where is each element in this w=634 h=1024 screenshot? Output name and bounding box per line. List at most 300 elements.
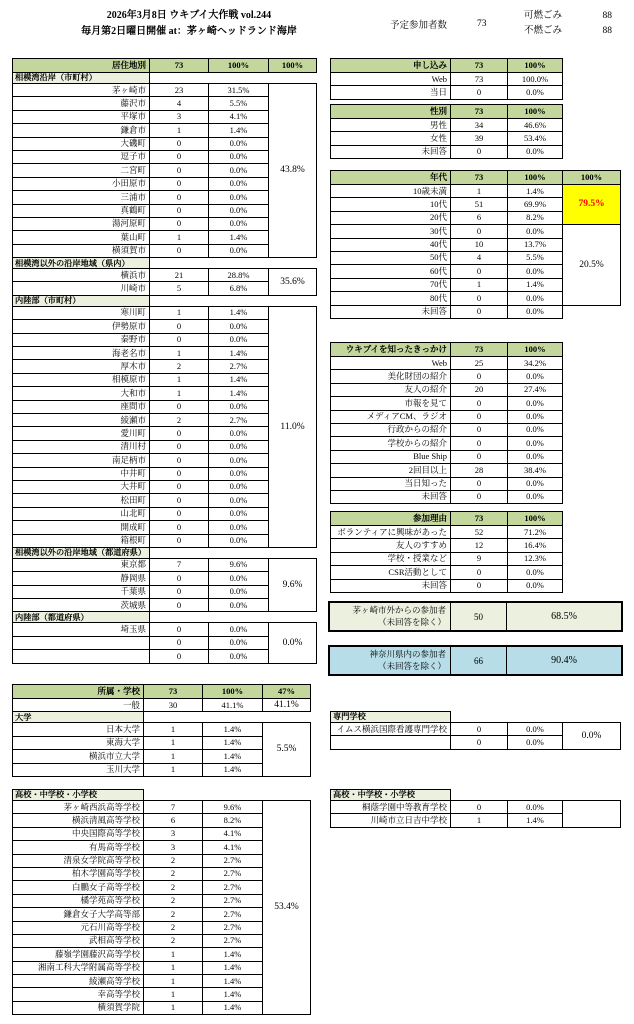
count-cell: 0: [451, 265, 508, 278]
kanagawa-label: [330, 647, 451, 674]
table-row: [13, 712, 311, 723]
percent-cell: 0.0%: [209, 191, 269, 204]
section-header: 相模湾以外の沿岸地域（県内）: [13, 258, 150, 269]
row-label: 10歳未満: [331, 185, 451, 198]
count-cell: 0: [150, 480, 209, 493]
percent-cell: 100%: [508, 343, 563, 357]
count-cell: 73: [451, 105, 508, 119]
percent-cell: 12.3%: [508, 552, 563, 565]
row-label: 秦野市: [13, 333, 150, 346]
row-label: 日本大学: [13, 723, 144, 736]
row-label: 未回答: [331, 305, 451, 318]
count-cell: 0: [150, 636, 209, 649]
percent-cell: 2.7%: [203, 921, 263, 934]
percent-cell: 0.0%: [209, 480, 269, 493]
percent-cell: 0.0%: [209, 623, 269, 636]
table-row: [331, 712, 621, 723]
header-label: ウキブイを知ったきっかけ: [331, 343, 451, 357]
count-cell: 4: [150, 97, 209, 110]
row-label: メディアCM、ラジオ: [331, 410, 451, 423]
percent-cell: 0.0%: [209, 636, 269, 649]
table-row: [13, 685, 311, 699]
row-label: 横浜市: [13, 269, 150, 282]
count-cell: 1: [451, 278, 508, 291]
count-cell: 0: [150, 507, 209, 520]
count-cell: 7: [150, 558, 209, 571]
table-row: [331, 723, 621, 736]
row-label: 逗子市: [13, 150, 150, 163]
row-label: 葉山町: [13, 231, 150, 244]
percent-cell: 1.4%: [203, 988, 263, 1001]
percent-cell: 41.1%: [203, 699, 263, 712]
percent-cell: 71.2%: [508, 526, 563, 539]
row-label: 綾瀬高等学校: [13, 975, 144, 988]
percent-cell: 0.0%: [209, 440, 269, 453]
percent-cell: 0.0%: [209, 137, 269, 150]
row-label: 10代: [331, 198, 451, 211]
percent-cell: 0.0%: [508, 292, 563, 305]
section-header: 内陸部（市町村）: [13, 295, 150, 306]
percent-cell: 0.0%: [209, 320, 269, 333]
row-label: 80代: [331, 292, 451, 305]
merged-percent-cell: 79.5%: [563, 185, 621, 225]
gender-table: [330, 104, 563, 159]
table-row: [331, 370, 563, 383]
row-label: 藤沢市: [13, 97, 150, 110]
percent-cell: 31.5%: [209, 84, 269, 97]
percent-cell: 0.0%: [508, 477, 563, 490]
kanagawa-percent: 90.4%: [551, 655, 577, 666]
count-cell: 0: [150, 164, 209, 177]
count-cell: 0: [451, 450, 508, 463]
count-cell: 73: [150, 59, 209, 73]
merged-percent-cell: 0.0%: [563, 723, 621, 750]
planned-participants: [390, 17, 487, 31]
percent-cell: 0.0%: [508, 423, 563, 436]
header-label: 性別: [331, 105, 451, 119]
percent-cell: 0.0%: [508, 723, 563, 736]
percent-cell: 1.4%: [209, 347, 269, 360]
count-cell: 73: [451, 171, 508, 185]
count-cell: 20: [451, 383, 508, 396]
percent-cell: 100%: [209, 59, 269, 73]
row-label: 綾瀬市: [13, 413, 150, 426]
row-label: 友人の紹介: [331, 383, 451, 396]
count-cell: 0: [451, 736, 508, 749]
percent-cell: 100%: [508, 171, 563, 185]
row-label: 静岡県: [13, 572, 150, 585]
count-cell: 1: [451, 185, 508, 198]
table-row: [331, 539, 563, 552]
percent-cell: 0.0%: [508, 736, 563, 749]
table-row: [331, 132, 563, 145]
count-cell: 2: [144, 908, 203, 921]
row-label: 柏木学園高等学校: [13, 867, 144, 880]
count-cell: 1: [150, 373, 209, 386]
count-cell: 0: [150, 191, 209, 204]
count-cell: 0: [451, 292, 508, 305]
percent-cell: 1.4%: [209, 124, 269, 137]
row-label: 60代: [331, 265, 451, 278]
percent-cell: 0.0%: [508, 86, 563, 99]
row-label: 川崎市立日吉中学校: [331, 814, 451, 827]
percent-cell: 0.0%: [508, 801, 563, 814]
burnable-trash-value: 88: [602, 11, 612, 21]
table-row: [331, 526, 563, 539]
percent-cell: 0.0%: [209, 650, 269, 663]
table-row: [331, 477, 563, 490]
percent-cell: 0.0%: [209, 572, 269, 585]
table-row: [331, 171, 621, 185]
count-cell: 0: [150, 467, 209, 480]
row-label: 50代: [331, 251, 451, 264]
schools-right-table: [330, 789, 621, 828]
percent-cell: 53.4%: [508, 132, 563, 145]
percent-cell: 0.0%: [508, 145, 563, 158]
count-cell: 10: [451, 238, 508, 251]
row-label: 清川村: [13, 440, 150, 453]
merged-percent-cell: 20.5%: [563, 225, 621, 305]
table-row: [331, 464, 563, 477]
count-cell: 1: [144, 988, 203, 1001]
row-label: 茨城県: [13, 599, 150, 612]
table-row: [331, 410, 563, 423]
percent-cell: 1.4%: [209, 306, 269, 319]
row-label: 2回目以上: [331, 464, 451, 477]
report-title-line2: 毎月第2日曜日開催 at：茅ヶ崎ヘッドランド海岸: [81, 26, 297, 37]
percent-cell: 5.5%: [508, 251, 563, 264]
percent-cell: 6.8%: [209, 282, 269, 295]
row-label: 湯河原町: [13, 217, 150, 230]
table-row: [13, 723, 311, 736]
percent-cell: 1.4%: [203, 736, 263, 749]
percent-cell: 2.7%: [209, 360, 269, 373]
merged-percent-cell: [563, 801, 621, 828]
count-cell: 0: [451, 490, 508, 503]
percent-cell: 0.0%: [209, 427, 269, 440]
count-cell: 73: [144, 685, 203, 699]
percent-cell: 1.4%: [209, 387, 269, 400]
percent-cell: 0.0%: [209, 454, 269, 467]
count-cell: 0: [451, 723, 508, 736]
row-label: 鎌倉市: [13, 124, 150, 137]
count-cell: 0: [150, 585, 209, 598]
header-label: 年代: [331, 171, 451, 185]
count-cell: 28: [451, 464, 508, 477]
nonburnable-trash-row: [524, 24, 612, 39]
count-cell: 2: [150, 360, 209, 373]
percent-cell: 0.0%: [209, 217, 269, 230]
count-cell: 0: [150, 521, 209, 534]
count-cell: 30: [144, 699, 203, 712]
percent-cell: 1.4%: [203, 1001, 263, 1014]
row-label: 東京都: [13, 558, 150, 571]
count-cell: 0: [451, 86, 508, 99]
percent-cell: 2.7%: [203, 867, 263, 880]
table-row: [331, 397, 563, 410]
row-label: 二宮町: [13, 164, 150, 177]
count-cell: 2: [144, 854, 203, 867]
percent-cell: 1.4%: [203, 750, 263, 763]
percent-cell: 1.4%: [203, 975, 263, 988]
count-cell: 0: [150, 440, 209, 453]
row-label: 寒川町: [13, 306, 150, 319]
row-label: 愛川町: [13, 427, 150, 440]
row-label: 清泉女学院高等学校: [13, 854, 144, 867]
row-label: 横浜清風高等学校: [13, 814, 144, 827]
ghost-cell: [144, 712, 311, 723]
merged-percent-cell: 11.0%: [269, 306, 317, 547]
count-cell: 5: [150, 282, 209, 295]
row-label: 一般: [13, 699, 144, 712]
count-cell: 0: [150, 494, 209, 507]
table-row: [13, 269, 317, 282]
row-label: 幸高等学校: [13, 988, 144, 1001]
row-label: 小田原市: [13, 177, 150, 190]
percent-cell: 0.0%: [209, 150, 269, 163]
percent-cell: 2.7%: [203, 881, 263, 894]
count-cell: 0: [150, 454, 209, 467]
count-cell: 4: [451, 251, 508, 264]
row-label: 中井町: [13, 467, 150, 480]
merged-percent-cell: 100%: [563, 171, 621, 185]
burnable-trash-row: [524, 9, 612, 24]
count-cell: 21: [150, 269, 209, 282]
percent-cell: 9.6%: [203, 801, 263, 814]
row-label: 藤嶺学園藤沢高等学校: [13, 948, 144, 961]
row-label: 湘南工科大学附属高等学校: [13, 961, 144, 974]
count-cell: 0: [451, 305, 508, 318]
percent-cell: 0.0%: [209, 507, 269, 520]
row-label: 当日: [331, 86, 451, 99]
section-header: 内陸部（都道府県）: [13, 612, 150, 623]
percent-cell: 0.0%: [209, 400, 269, 413]
count-cell: 25: [451, 357, 508, 370]
row-label: 男性: [331, 119, 451, 132]
row-label: 厚木市: [13, 360, 150, 373]
row-label: 鎌倉女子大学高等部: [13, 908, 144, 921]
row-label: 桐蔭学園中等教育学校: [331, 801, 451, 814]
table-row: [331, 490, 563, 503]
row-label: 女性: [331, 132, 451, 145]
percent-cell: 38.4%: [508, 464, 563, 477]
row-label: 未回答: [331, 579, 451, 592]
table-row: [13, 84, 317, 97]
count-cell: 2: [144, 867, 203, 880]
count-cell: 0: [451, 437, 508, 450]
row-label: 真鶴町: [13, 204, 150, 217]
nonburnable-trash-value: 88: [602, 26, 612, 36]
ghost-cell: [451, 712, 621, 723]
reason-table: [330, 511, 563, 593]
count-cell: 0: [150, 137, 209, 150]
row-label: 学校からの紹介: [331, 437, 451, 450]
percent-cell: 69.9%: [508, 198, 563, 211]
count-cell: 1: [150, 387, 209, 400]
table-row: [331, 225, 621, 238]
count-cell: 39: [451, 132, 508, 145]
row-label: 武相高等学校: [13, 934, 144, 947]
percent-cell: 100%: [508, 512, 563, 526]
table-row: [331, 383, 563, 396]
row-label: 海老名市: [13, 347, 150, 360]
table-row: [331, 790, 621, 801]
count-cell: 0: [150, 572, 209, 585]
table-row: [331, 450, 563, 463]
row-label: 有馬高等学校: [13, 841, 144, 854]
row-label: CSR活動として: [331, 566, 451, 579]
table-row: [331, 59, 563, 73]
row-label: 玉川大学: [13, 763, 144, 776]
table-row: [13, 790, 311, 801]
percent-cell: 2.7%: [203, 908, 263, 921]
row-label: 中央国際高等学校: [13, 827, 144, 840]
table-row: [13, 623, 317, 636]
count-cell: 0: [150, 204, 209, 217]
percent-cell: 1.4%: [209, 373, 269, 386]
percent-cell: 0.0%: [209, 534, 269, 547]
percent-cell: 0.0%: [508, 566, 563, 579]
percent-cell: 1.4%: [209, 231, 269, 244]
outside-chigasaki-label-line1: 茅ヶ崎市外からの参加者: [352, 605, 446, 616]
count-cell: 1: [144, 763, 203, 776]
age-table: [330, 170, 621, 319]
table-row: [331, 119, 563, 132]
count-cell: 73: [451, 59, 508, 73]
count-cell: 6: [451, 211, 508, 224]
row-label: 大磯町: [13, 137, 150, 150]
section-header: 高校・中学校・小学校: [13, 790, 144, 801]
count-cell: 1: [150, 347, 209, 360]
table-row: [331, 105, 563, 119]
count-cell: 1: [150, 306, 209, 319]
percent-cell: 1.4%: [508, 278, 563, 291]
count-cell: 0: [451, 410, 508, 423]
header-label: 所属・学校: [13, 685, 144, 699]
row-label: イムス横浜国際看護専門学校: [331, 723, 451, 736]
table-row: [331, 579, 563, 592]
report-title: [44, 8, 334, 40]
outside-chigasaki-label: [330, 603, 451, 630]
percent-cell: 1.4%: [508, 185, 563, 198]
row-label: 東海大学: [13, 736, 144, 749]
percent-cell: 1.4%: [203, 948, 263, 961]
percent-cell: 27.4%: [508, 383, 563, 396]
row-label: 当日知った: [331, 477, 451, 490]
percent-cell: 34.2%: [508, 357, 563, 370]
count-cell: 0: [150, 244, 209, 257]
row-label: Blue Ship: [331, 450, 451, 463]
table-row: [331, 86, 563, 99]
count-cell: 0: [150, 217, 209, 230]
percent-cell: 2.7%: [203, 854, 263, 867]
percent-cell: 0.0%: [209, 333, 269, 346]
row-label: 三浦市: [13, 191, 150, 204]
row-label: 山北町: [13, 507, 150, 520]
section-header: 専門学校: [331, 712, 451, 723]
ghost-cell: [150, 295, 317, 306]
percent-cell: 0.0%: [209, 494, 269, 507]
count-cell: 34: [451, 119, 508, 132]
row-label: 座間市: [13, 400, 150, 413]
row-label: 市報を見て: [331, 397, 451, 410]
row-label: 茅ヶ崎西浜高等学校: [13, 801, 144, 814]
outside-chigasaki-box: [328, 601, 623, 632]
row-label: 大和市: [13, 387, 150, 400]
row-label: 美化財団の紹介: [331, 370, 451, 383]
percent-cell: 0.0%: [508, 397, 563, 410]
percent-cell: 4.1%: [203, 827, 263, 840]
row-label: [13, 650, 150, 663]
merged-percent-cell: 35.6%: [269, 269, 317, 296]
count-cell: 1: [144, 736, 203, 749]
table-row: [13, 73, 317, 84]
percent-cell: 2.7%: [203, 934, 263, 947]
row-label: 南足柄市: [13, 454, 150, 467]
count-cell: 0: [451, 423, 508, 436]
trash-stats: [524, 9, 612, 39]
count-cell: 0: [150, 623, 209, 636]
count-cell: 0: [150, 320, 209, 333]
percent-cell: 46.6%: [508, 119, 563, 132]
percent-cell: 0.0%: [508, 490, 563, 503]
percent-cell: 5.5%: [209, 97, 269, 110]
percent-cell: 0.0%: [209, 585, 269, 598]
count-cell: 1: [150, 231, 209, 244]
count-cell: 3: [150, 110, 209, 123]
count-cell: 2: [144, 921, 203, 934]
kanagawa-label-line2: （未回答を除く）: [377, 660, 446, 671]
percent-cell: 8.2%: [203, 814, 263, 827]
row-label: 未回答: [331, 490, 451, 503]
merged-percent-cell: 47%: [263, 685, 311, 699]
row-label: 松田町: [13, 494, 150, 507]
percent-cell: 100.0%: [508, 73, 563, 86]
count-cell: 1: [144, 948, 203, 961]
percent-cell: 1.4%: [203, 961, 263, 974]
percent-cell: 13.7%: [508, 238, 563, 251]
section-header: 高校・中学校・小学校: [331, 790, 451, 801]
percent-cell: 0.0%: [508, 437, 563, 450]
percent-cell: 8.2%: [508, 211, 563, 224]
row-label: 横須賀学院: [13, 1001, 144, 1014]
row-label: 横須賀市: [13, 244, 150, 257]
table-row: [13, 295, 317, 306]
row-label: 70代: [331, 278, 451, 291]
percent-cell: 4.1%: [203, 841, 263, 854]
table-row: [331, 423, 563, 436]
schools-left-table: [12, 789, 311, 1015]
count-cell: 0: [451, 579, 508, 592]
count-cell: 6: [144, 814, 203, 827]
outside-chigasaki-count: 50: [451, 603, 507, 630]
count-cell: 1: [144, 975, 203, 988]
percent-cell: 0.0%: [209, 244, 269, 257]
row-label: 白鵬女子高等学校: [13, 881, 144, 894]
merged-percent-cell: 41.1%: [263, 699, 311, 712]
ghost-cell: [563, 305, 621, 318]
section-header: 大学: [13, 712, 144, 723]
row-label: 未回答: [331, 145, 451, 158]
table-row: [331, 566, 563, 579]
percent-cell: 16.4%: [508, 539, 563, 552]
percent-cell: 0.0%: [508, 225, 563, 238]
count-cell: 12: [451, 539, 508, 552]
count-cell: 0: [451, 225, 508, 238]
percent-cell: 0.0%: [508, 370, 563, 383]
count-cell: 0: [150, 427, 209, 440]
count-cell: 51: [451, 198, 508, 211]
